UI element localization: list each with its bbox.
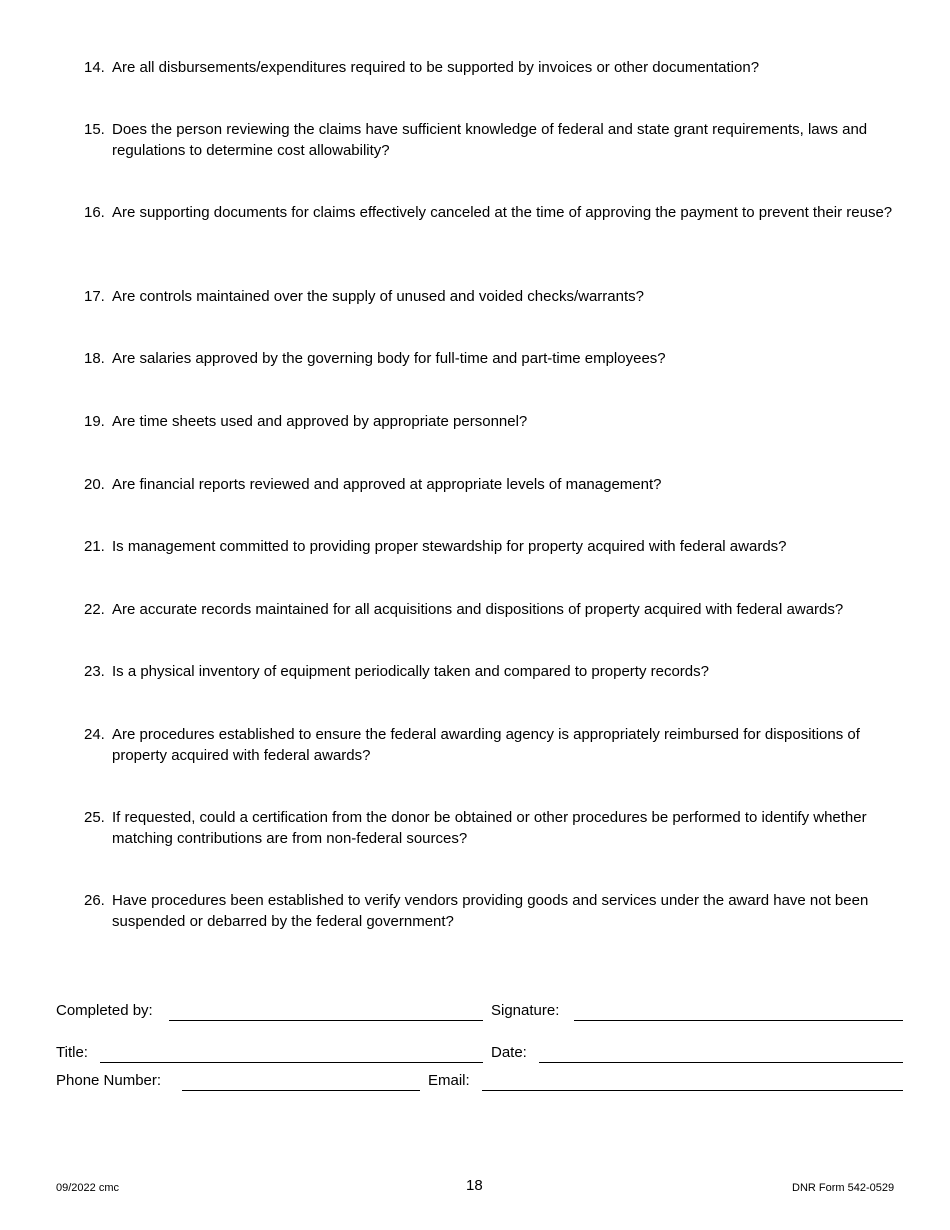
question-16: [84, 202, 904, 223]
question-22: [84, 599, 904, 620]
email-label: Email:: [428, 1072, 470, 1089]
question-26: [84, 890, 904, 932]
question-text: Are financial reports reviewed and approved at appropriate levels of management?: [112, 476, 662, 493]
completed-by-label: Completed by:: [56, 1002, 153, 1019]
question-19: [84, 411, 904, 432]
phone-number-field[interactable]: [182, 1090, 420, 1091]
question-number: 21.: [84, 538, 105, 555]
title-label: Title:: [56, 1044, 88, 1061]
question-number: 18.: [84, 350, 105, 367]
question-text: Are procedures established to ensure the federal awarding agency is appropriately reimbursed for dispositions of property acquired with federal awards?: [112, 726, 860, 764]
signature-field[interactable]: [574, 1020, 903, 1021]
signature-label: Signature:: [491, 1002, 560, 1019]
page-number: 18: [466, 1177, 483, 1194]
question-text: Are controls maintained over the supply of unused and voided checks/warrants?: [112, 288, 644, 305]
question-number: 26.: [84, 892, 105, 909]
question-text: Is a physical inventory of equipment periodically taken and compared to property records?: [112, 663, 709, 680]
question-23: [84, 661, 904, 682]
question-15: [84, 119, 904, 161]
question-17: [84, 286, 904, 307]
completed-by-field[interactable]: [169, 1020, 483, 1021]
question-number: 23.: [84, 663, 105, 680]
question-number: 25.: [84, 809, 105, 826]
phone-number-label: Phone Number:: [56, 1072, 162, 1089]
question-text: Are all disbursements/expenditures required to be supported by invoices or other documentation?: [112, 59, 760, 76]
question-text: Does the person reviewing the claims have sufficient knowledge of federal and state grant requirements, laws and regulations to determine cost allowability?: [112, 121, 868, 159]
footer-date-code: 09/2022 cmc: [56, 1182, 119, 1194]
question-18: [84, 348, 904, 369]
question-text: Is management committed to providing proper stewardship for property acquired with federal awards?: [112, 538, 787, 555]
question-25: [84, 807, 904, 849]
question-14: [84, 57, 904, 78]
date-label: Date:: [491, 1044, 527, 1061]
question-number: 16.: [84, 204, 105, 221]
title-field[interactable]: [100, 1062, 483, 1063]
question-text: If requested, could a certification from the donor be obtained or other procedures be performed to identify whether matching contributions are from non-federal sources?: [112, 809, 867, 847]
question-number: 19.: [84, 413, 105, 430]
question-text: Are salaries approved by the governing body for full-time and part-time employees?: [112, 350, 666, 367]
question-number: 17.: [84, 288, 105, 305]
question-number: 22.: [84, 601, 105, 618]
email-field[interactable]: [482, 1090, 903, 1091]
question-number: 15.: [84, 121, 105, 138]
question-text: Have procedures been established to verify vendors providing goods and services under the award have not been suspended or debarred by the federal government?: [112, 892, 869, 930]
question-number: 20.: [84, 476, 105, 493]
question-20: [84, 474, 904, 495]
question-number: 24.: [84, 726, 105, 743]
question-number: 14.: [84, 59, 105, 76]
question-text: Are time sheets used and approved by appropriate personnel?: [112, 413, 528, 430]
question-24: [84, 724, 904, 766]
footer-form-id: DNR Form 542-0529: [792, 1182, 895, 1194]
date-field[interactable]: [539, 1062, 903, 1063]
question-text: Are accurate records maintained for all acquisitions and dispositions of property acquired with federal awards?: [112, 601, 844, 618]
question-21: [84, 536, 904, 557]
question-text: Are supporting documents for claims effectively canceled at the time of approving the payment to prevent their reuse?: [112, 204, 893, 221]
